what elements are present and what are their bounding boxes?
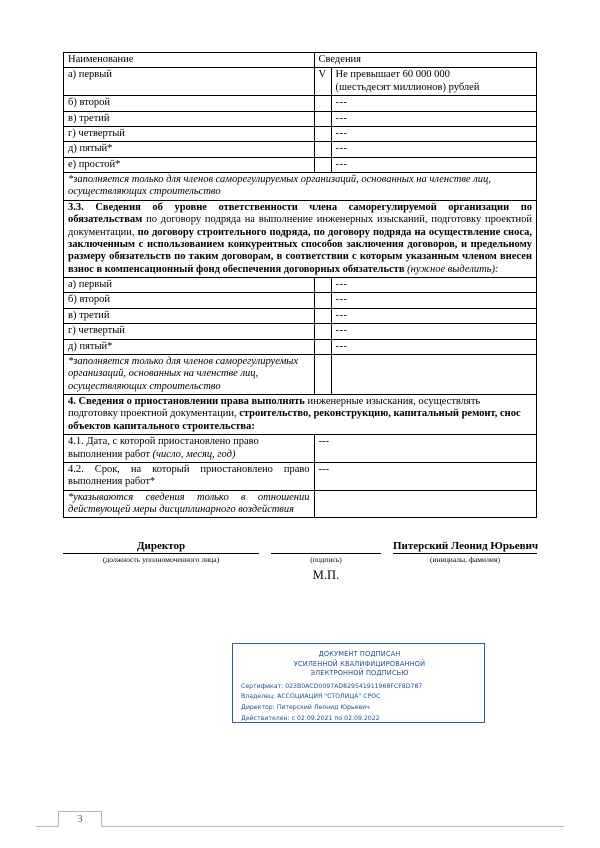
table-footnote-row — [64, 354, 537, 394]
row-value: --- — [331, 339, 536, 354]
stamp-director-value: Питерский Леонид Юрьевич — [276, 703, 370, 711]
stamp-certificate-value: 023B0ACD0097AD829541911968FCF8D787 — [285, 682, 423, 690]
row-checkmark[interactable] — [314, 157, 331, 172]
row-checkmark[interactable] — [314, 324, 331, 339]
stamp-director-row — [241, 703, 478, 714]
section-3-3-plain1: по договору подряда на выполнение инженерных изысканий, подготовку проектной документации, — [68, 214, 532, 238]
row-value: --- — [331, 293, 536, 308]
row-value: --- — [331, 111, 536, 126]
stamp-owner-value: АССОЦИАЦИЯ "СТОЛИЦА" СРОС — [277, 693, 381, 701]
row-41-label-italic: (число, месяц, год) — [152, 448, 236, 460]
stamp-certificate-label: Сертификат: — [241, 682, 284, 690]
table-row — [64, 126, 537, 141]
signature-name-value: Питерский Леонид Юрьевич — [393, 540, 539, 552]
row-checkmark[interactable] — [314, 278, 331, 293]
row-checkmark[interactable] — [314, 339, 331, 354]
table-row — [64, 293, 537, 308]
section-3-3-bold2: по договору строительного подряда, по договору подряда на осуществление сноса, заключенным с использованием конкурентных способов заключения договоров, и предельному размеру обязательств по таким договорам, в соответствии с которым указанным членом внесен взнос в компенсационный фонд обеспечения договорных обязательств — [68, 226, 533, 275]
footnote-text: *заполняется только для членов саморегулируемых организаций, основанных на членстве лиц, осуществляющих строительство — [64, 173, 537, 201]
stamp-certificate-row — [241, 682, 478, 693]
table-row-42 — [64, 462, 537, 490]
form-table — [63, 52, 537, 518]
row-label: в) третий — [64, 111, 315, 126]
table-header-row — [64, 53, 537, 68]
row-41-label-plain: 4.1. Дата, с которой приостановлено право выполнения работ — [68, 436, 259, 460]
row-checkmark[interactable] — [314, 111, 331, 126]
footnote-text: *указываются сведения только в отношении действующей меры дисциплинарного воздействия — [64, 490, 315, 518]
row-value: --- — [331, 126, 536, 141]
table-row — [64, 142, 537, 157]
column-header-info: Сведения — [314, 53, 536, 68]
table-row — [64, 68, 537, 96]
section-3-3-italic-tail: (нужное выделить): — [407, 263, 499, 275]
stamp-title-line3: ЭЛЕКТРОННОЙ ПОДПИСЬЮ — [310, 669, 409, 678]
seal-mark: М.П. — [312, 568, 340, 582]
signature-name-slot — [393, 540, 537, 564]
row-checkmark[interactable] — [314, 293, 331, 308]
signature-block — [63, 540, 537, 600]
stamp-title-line2: УСИЛЕННОЙ КВАЛИФИЦИРОВАННОЙ — [293, 659, 426, 668]
row-value: --- — [331, 96, 536, 111]
table-row — [64, 157, 537, 172]
page-number: 3 — [58, 811, 102, 827]
footnote-text: *заполняется только для членов саморегулируемых организаций, основанных на членстве лиц, осуществляющих строительство — [64, 354, 315, 394]
signature-sign-value — [271, 540, 381, 554]
row-label: в) третий — [64, 308, 315, 323]
row-label-42: 4.2. Срок, на который приостановлено право выполнения работ* — [64, 462, 315, 490]
section-3-3-number: 3.3. — [68, 201, 84, 213]
row-label: б) второй — [64, 293, 315, 308]
row-value: --- — [331, 278, 536, 293]
section-4-bold1: 4. Сведения о приостановлении права выполнять — [68, 396, 305, 407]
stamp-validity-value: с 02.09.2021 по 02.09.2022 — [291, 714, 380, 722]
row-checkmark[interactable] — [314, 96, 331, 111]
stamp-owner-row — [241, 692, 478, 703]
row-41-value: --- — [314, 435, 536, 463]
section-4-paragraph — [64, 395, 537, 435]
row-label: г) четвертый — [64, 324, 315, 339]
row-label-41 — [64, 435, 315, 463]
signature-position-value: Директор — [63, 540, 259, 554]
section-4-bold2: строительство, реконструкцию, капитальный ремонт, снос объектов капитального строительства: — [68, 408, 521, 432]
row-checkmark[interactable] — [314, 308, 331, 323]
signature-name-caption: (инициалы, фамилия) — [429, 555, 500, 564]
row-value — [331, 68, 536, 96]
table-row — [64, 308, 537, 323]
signature-sign-caption: (подпись) — [310, 555, 342, 564]
stamp-validity-row — [241, 714, 478, 725]
table-row — [64, 339, 537, 354]
row-label: а) первый — [64, 278, 315, 293]
table-row-41 — [64, 435, 537, 463]
stamp-director-label: Директор: — [241, 703, 275, 711]
row-checkmark[interactable] — [314, 126, 331, 141]
table-row — [64, 96, 537, 111]
stamp-title — [241, 650, 478, 679]
stamp-title-line1: ДОКУМЕНТ ПОДПИСАН — [318, 650, 401, 658]
section-3-3-row — [64, 200, 537, 277]
footnote-spacer-mark — [314, 354, 331, 394]
table-row — [64, 324, 537, 339]
row-value: --- — [331, 324, 536, 339]
section-4-row — [64, 395, 537, 435]
signature-sign-slot — [271, 540, 381, 564]
row-label: а) первый — [64, 68, 315, 96]
signature-position-slot — [63, 540, 259, 564]
page-footer — [0, 806, 600, 836]
row-value-line1: Не превышает 60 000 000 — [335, 69, 450, 81]
section-3-3-bold1: Сведения об уровне ответственности члена саморегулируемой организации по обязательствам — [68, 201, 532, 226]
section-4-plain1: инженерные изыскания, осуществлять подготовку проектной документации, — [68, 396, 481, 420]
stamp-details — [241, 682, 478, 725]
table-footnote-row — [64, 173, 537, 201]
row-label: д) пятый* — [64, 339, 315, 354]
footnote-spacer-info — [331, 354, 536, 394]
table-row — [64, 111, 537, 126]
row-value: --- — [331, 308, 536, 323]
column-header-name: Наименование — [64, 53, 315, 68]
table-row — [64, 278, 537, 293]
row-checkmark[interactable] — [314, 142, 331, 157]
row-value: --- — [331, 142, 536, 157]
row-label: б) второй — [64, 96, 315, 111]
signature-position-caption: (должность уполномоченного лица) — [102, 555, 220, 564]
stamp-owner-label: Владелец: — [241, 693, 276, 701]
row-checkmark[interactable]: V — [314, 68, 331, 96]
row-42-value: --- — [314, 462, 536, 490]
row-label: г) четвертый — [64, 126, 315, 141]
footnote-spacer — [314, 490, 536, 518]
stamp-validity-label: Действителен: — [241, 714, 290, 722]
row-value: --- — [331, 157, 536, 172]
section-3-3-paragraph — [64, 200, 537, 277]
digital-signature-stamp — [232, 643, 485, 723]
footer-divider — [36, 826, 564, 827]
row-label: д) пятый* — [64, 142, 315, 157]
table-footnote-row — [64, 490, 537, 518]
form-sheet — [63, 52, 537, 518]
row-value-line2: (шестьдесят миллионов) рублей — [335, 81, 480, 93]
row-label: е) простой* — [64, 157, 315, 172]
